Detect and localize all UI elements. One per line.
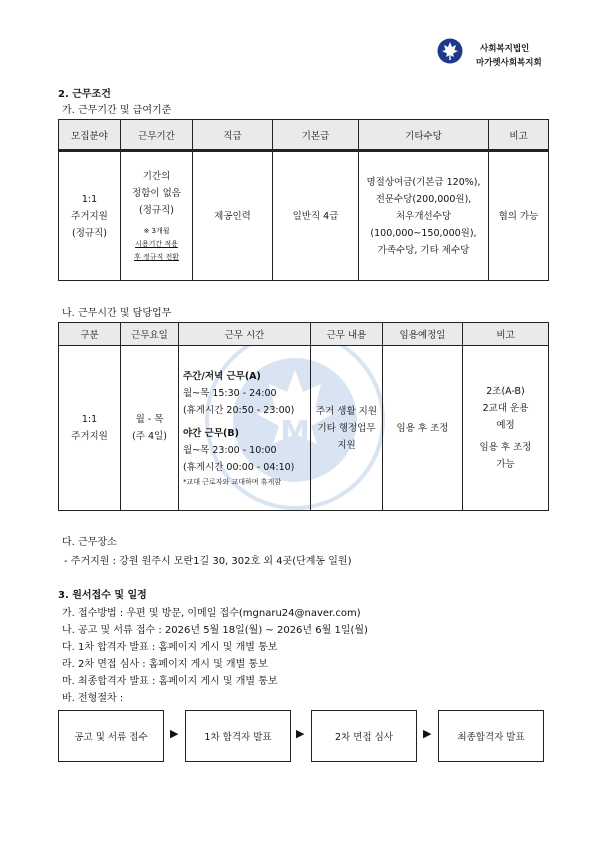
process-arrow-icon: ▶ <box>170 727 179 740</box>
salary-table <box>58 119 549 281</box>
organization-logo-icon <box>437 38 463 64</box>
process-step-box: 최종합격자 발표 <box>438 710 544 762</box>
section3-title: 3. 원서접수 및 일정 <box>58 590 147 601</box>
table-header-cell: 비고 <box>489 120 549 151</box>
grade-cell: 제공인력 <box>193 151 273 281</box>
process-step-box: 1차 합격자 발표 <box>185 710 291 762</box>
period-cell: 기간의 정함이 없음 (정규직) ※ 3개월 시용기간 적용 후 정규직 전환 <box>121 151 193 281</box>
table-header-row <box>59 120 549 151</box>
duty-cell: 주거 생활 지원 기타 행정업무 지원 <box>311 346 383 511</box>
svg-text:M: M <box>280 415 310 450</box>
section2-title: 2. 근무조건 <box>58 89 111 100</box>
org-name-line2: 마가렛사회복지회 <box>476 58 542 68</box>
schedule-item: 마. 최종합격자 발표 : 홈페이지 게시 및 개별 통보 <box>62 676 278 687</box>
table-header-row <box>59 323 549 346</box>
schedule-item: 다. 1차 합격자 발표 : 홈페이지 게시 및 개별 통보 <box>62 642 278 653</box>
table-row <box>59 346 549 511</box>
table-header-cell: 모집분야 <box>59 120 121 151</box>
remark-cell: 협의 가능 <box>489 151 549 281</box>
worktime-cell: 주간/저녁 근무(A) 월~목 15:30 - 24:00 (휴게시간 20:50 - 23:00) 야간 근무(B) 월~목 23:00 - 10:00 (휴게시간 00:00 - 04:10) *교대 근로자와 교대하며 휴게함 <box>179 346 311 511</box>
work-location: - 주거지원 : 강원 원주시 모란1길 30, 302호 외 4곳(단계동 일원) <box>64 556 352 567</box>
schedule-item: 나. 공고 및 서류 접수 : 2026년 5월 18일(월) ~ 2026년 6월 1일(월) <box>62 625 368 636</box>
org-name-line1: 사회복지법인 <box>480 44 530 54</box>
schedule-item: 가. 접수방법 : 우편 및 방문, 이메일 접수(mgnaru24@naver.com) <box>62 608 361 619</box>
field-cell: 1:1 주거지원 <box>59 346 121 511</box>
salary-cell: 일반직 4급 <box>273 151 359 281</box>
remark-cell: 2조(A-B) 2교대 운용 예정 임용 후 조정 가능 <box>463 346 549 511</box>
table-header-cell: 기본급 <box>273 120 359 151</box>
table-header-cell: 직급 <box>193 120 273 151</box>
process-step-box: 2차 면접 심사 <box>311 710 417 762</box>
allowance-cell: 명절상여금(기본급 120%), 전문수당(200,000원), 처우개선수당 (100,000~150,000원), 가족수당, 기타 제수당 <box>359 151 489 281</box>
table-header-cell: 근무 시간 <box>179 323 311 346</box>
section2-sub-a: 가. 근무기간 및 급여기준 <box>62 105 172 116</box>
worktime-table <box>58 322 549 511</box>
process-arrow-icon: ▶ <box>423 727 432 740</box>
field-cell: 1:1 주거지원 (정규직) <box>59 151 121 281</box>
section2-sub-b: 나. 근무시간 및 담당업무 <box>62 308 172 319</box>
table-header-cell: 임용예정일 <box>383 323 463 346</box>
table-header-cell: 근무 내용 <box>311 323 383 346</box>
section2-sub-c: 다. 근무장소 <box>62 537 117 548</box>
table-header-cell: 기타수당 <box>359 120 489 151</box>
days-cell: 월 - 목 (주 4일) <box>121 346 179 511</box>
table-header-cell: 근무기간 <box>121 120 193 151</box>
schedule-item: 라. 2차 면접 심사 : 홈페이지 게시 및 개별 통보 <box>62 659 268 670</box>
table-header-cell: 비고 <box>463 323 549 346</box>
table-row <box>59 151 549 281</box>
schedule-item: 바. 전형절차 : <box>62 693 124 704</box>
table-header-cell: 근무요일 <box>121 323 179 346</box>
start-cell: 임용 후 조정 <box>383 346 463 511</box>
process-step-box: 공고 및 서류 접수 <box>58 710 164 762</box>
process-arrow-icon: ▶ <box>296 727 305 740</box>
table-header-cell: 구분 <box>59 323 121 346</box>
